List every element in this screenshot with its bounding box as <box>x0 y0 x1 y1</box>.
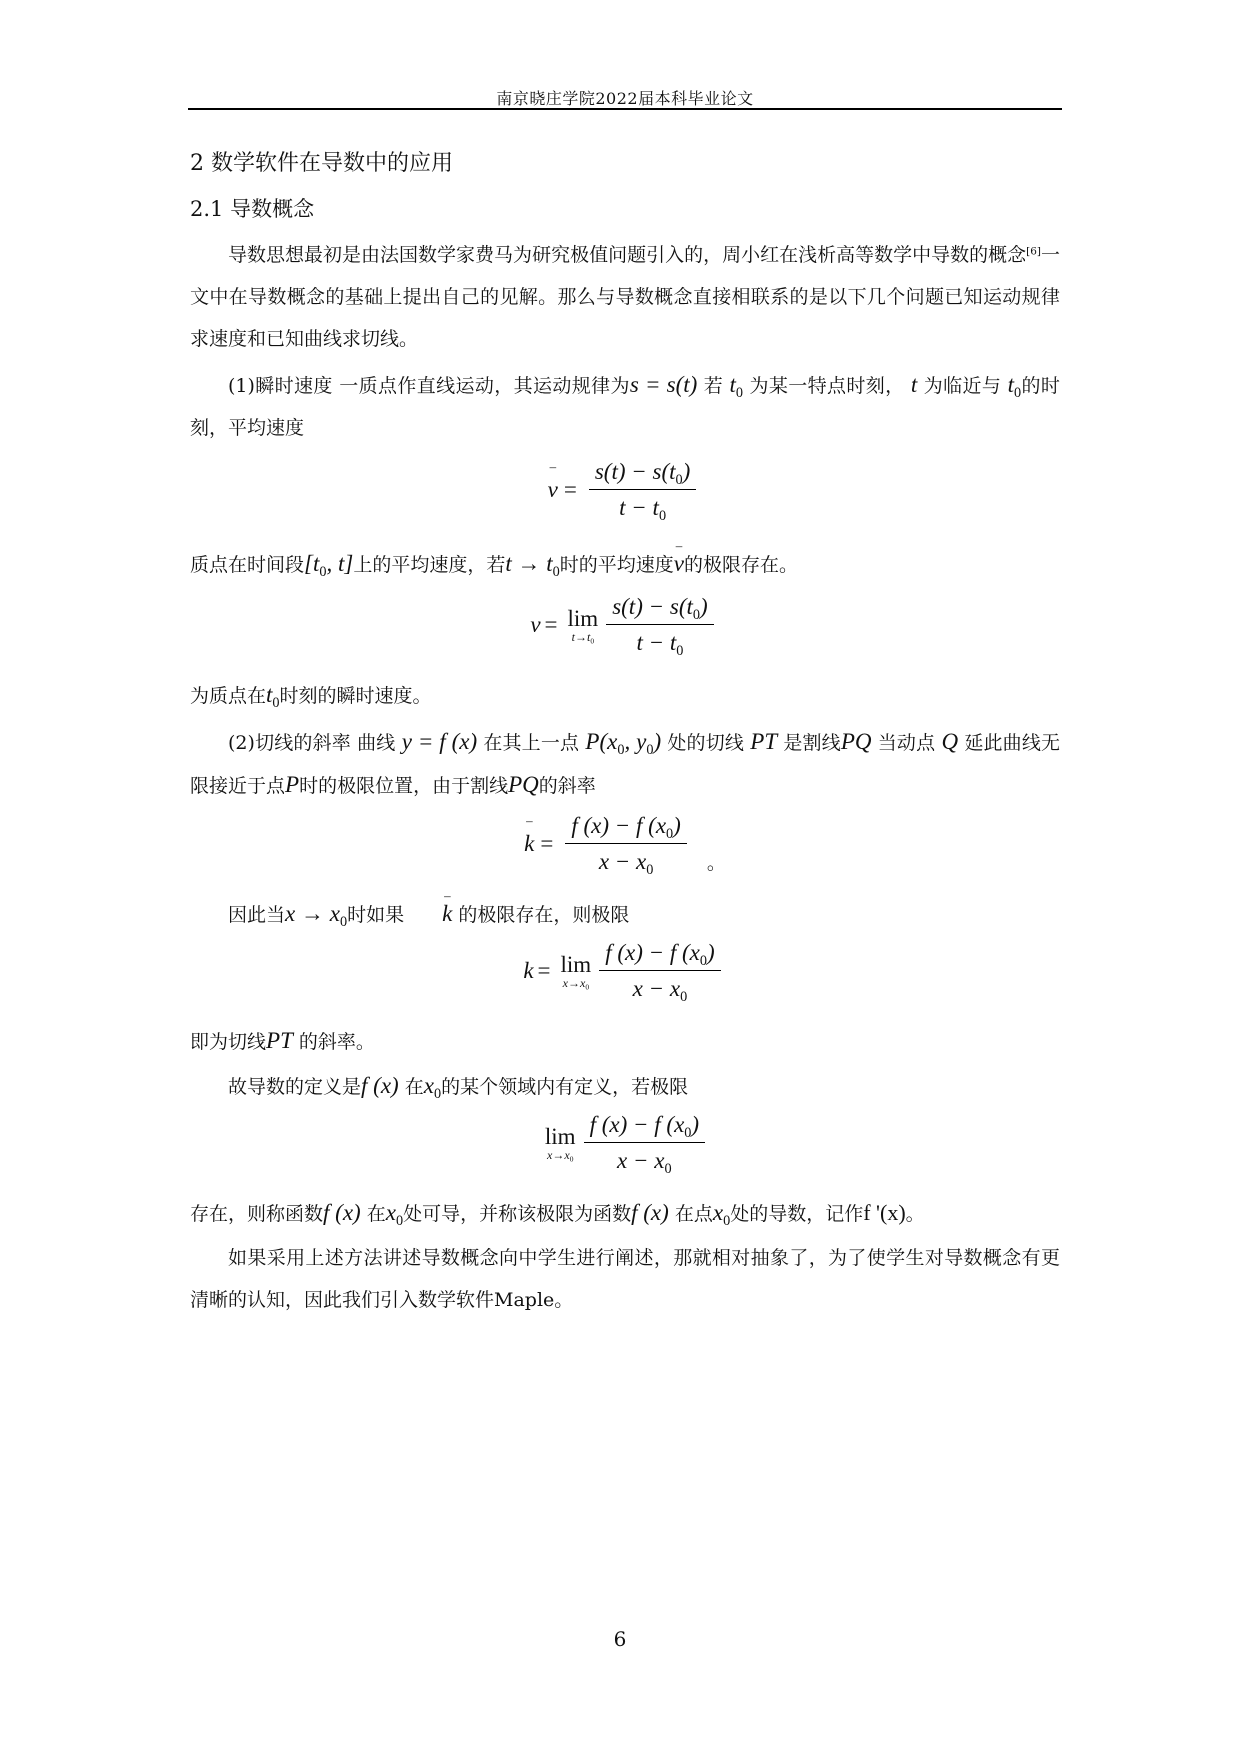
page-number: 6 <box>613 1627 627 1651</box>
motion-law-formula: s = s(t) <box>629 372 698 397</box>
differentiability-sentence: 存在，则称函数f (x) 在$x_0$处可导，并称该极限为函数f (x) 在点$x_0$处的导数，记作f '(x)。 <box>190 1200 925 1229</box>
limit-operator: lim $x\to x_0$ <box>544 1123 576 1164</box>
t0-symbol: $t_0$ <box>1007 372 1022 401</box>
velocity-paragraph: (1)瞬时速度 一质点作直线运动，其运动规律为s = s(t) 若 $t_0$ 为某一特点时刻， t 为临近与 $t_0$的时刻，平均速度 <box>190 372 1060 439</box>
intro-paragraph: 导数思想最初是由法国数学家费马为研究极值问题引入的，周小红在浅析高等数学中导数的概念[6]一文中在导数概念的基础上提出自己的见解。那么与导数概念直接相联系的是以下几个问题已知运动规律求速度和已知曲线求切线。 <box>190 244 1060 350</box>
tangent-slope-formula: k = lim $x\to x_0$ $\frac{f (x) - f (x_0)}{x - x_0}$ <box>190 940 1060 1002</box>
fraction: $\frac{s(t) - s(t_0)}{t - t_0}$ <box>606 594 713 656</box>
secant-slope-formula: – k = $\frac{f (x) - f (x_0)}{x - x_0}$ 。 <box>190 813 1060 875</box>
average-velocity-formula: – v = $\frac{s(t) - s(t_0)}{t - t_0}$ <box>190 459 1060 521</box>
limit-operator: lim $x\to x_0$ <box>560 951 592 992</box>
point-p-formula: $P(x_0$, $y_0$) <box>585 729 662 758</box>
interval-sentence: 质点在时间段[$t_0$, t]上的平均速度，若$t \to t_0$时的平均速度– v的极限存在。 <box>190 543 1060 586</box>
t-symbol: t <box>910 372 918 397</box>
fraction: $\frac{f (x) - f (x_0)}{x - x_0}$ <box>584 1112 706 1174</box>
limit-operator: lim $t\to t_0$ <box>567 605 599 646</box>
curve-formula: y = f (x) <box>401 729 478 754</box>
header-rule <box>188 108 1062 110</box>
fraction: $\frac{f (x) - f (x_0)}{x - x_0}$ <box>565 813 687 875</box>
instant-velocity-conclusion: 为质点在$t_0$时刻的瞬时速度。 <box>190 682 432 711</box>
closing-paragraph: 如果采用上述方法讲述导数概念向中学生进行阐述，那就相对抽象了，为了使学生对导数概念有更清晰的认知，因此我们引入数学软件Maple。 <box>190 1247 1060 1311</box>
definition-paragraph: 故导数的定义是f (x) 在$x_0$的某个领域内有定义，若极限 <box>228 1073 689 1102</box>
running-header: 南京晓庄学院2022届本科毕业论文 <box>496 89 754 108</box>
k-bar-symbol: – k <box>404 893 452 935</box>
tangent-paragraph: (2)切线的斜率 曲线 y = f (x) 在其上一点 $P(x_0$, $y_0$) 处的切线 PT 是割线PQ 当动点 Q 延此曲线无限接近于点P时的极限位置，由于割线PQ的斜率 <box>190 729 1060 797</box>
section-title: 2 数学软件在导数中的应用 <box>190 151 453 176</box>
instant-velocity-formula: v = lim $t\to t_0$ $\frac{s(t) - s(t_0)}{t - t_0}$ <box>190 594 1060 656</box>
limit-arrow-formula: $t \to t_0$ <box>505 551 560 580</box>
fraction: $\frac{f (x) - f (x_0)}{x - x_0}$ <box>599 940 721 1002</box>
interval-formula: [$t_0$, t] <box>304 551 354 580</box>
subsection-title: 2.1 导数概念 <box>190 197 315 221</box>
t0-symbol: $t_0$ <box>729 372 744 401</box>
derivative-notation: f '(x) <box>863 1200 906 1225</box>
page-body <box>190 148 1060 1321</box>
tangent-slope-conclusion: 即为切线PT 的斜率。 <box>190 1028 375 1053</box>
citation-marker: [6] <box>1026 245 1041 258</box>
v-bar-symbol: – v <box>548 477 558 503</box>
limit-condition-sentence: 因此当$x \to x_0$时如果– k 的极限存在，则极限 <box>190 893 1060 936</box>
derivative-limit-formula <box>190 1112 1060 1177</box>
fraction: $\frac{s(t) - s(t_0)}{t - t_0}$ <box>589 459 696 521</box>
k-bar-symbol: – k <box>524 831 534 857</box>
v-bar-symbol: – v <box>674 543 684 585</box>
